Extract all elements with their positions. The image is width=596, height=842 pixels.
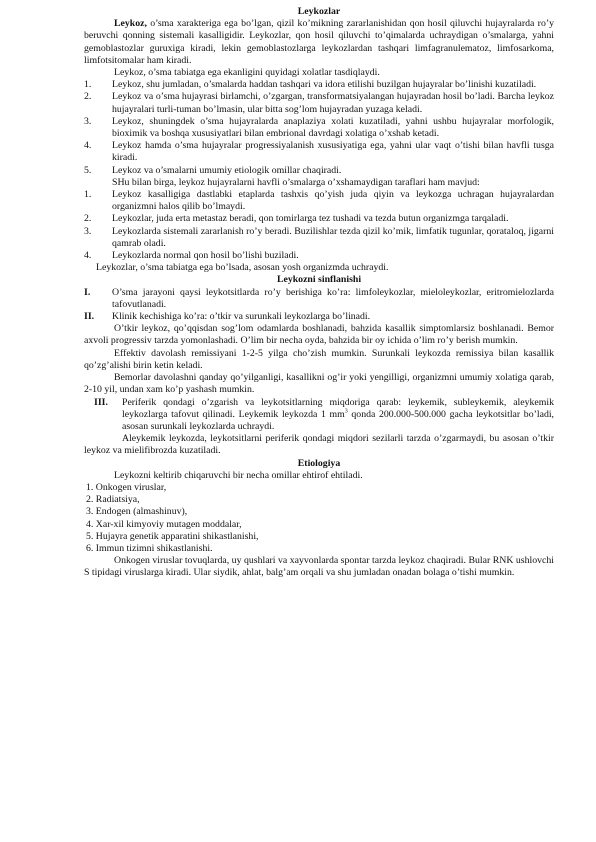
intro-term: Leykoz,: [114, 18, 147, 30]
list-item: 3. Endogen (almashinuv),: [86, 506, 188, 518]
list-item: [84, 287, 554, 311]
survival-paragraph: Bemorlar davolashni qanday qo’yilganligi, kasallikni og’ir yoki yengilligi, organizmni umumiy xolatiga qarab, 2-10 yil, undan xam ko’p yashash mumkin.: [84, 372, 554, 396]
item-text: Leykoz hamda o’sma hujayralar progressiyalanish xususiyatiga ega, yahni ular vaqt o’tishi bilan havfli tusga kiradi.: [112, 140, 554, 164]
list-item: [84, 311, 554, 323]
document-page: [84, 6, 554, 580]
item-text: Leykozlar, juda erta metastaz beradi, qon tomirlarga tez tushadi va tezda butun organizmga tarqaladi.: [112, 213, 509, 225]
differences-intro: SHu bilan birga, leykoz hujayralarni havfli o’smalarga o’xshamaydigan taraflari ham mavjud:: [112, 176, 480, 188]
etiology-intro: Leykozni keltirib chiqaruvchi bir necha omillar ehtirof ehtiladi.: [114, 469, 363, 481]
item-text: O’sma jarayoni qaysi leykotsitlarda ro’y berishiga ko’ra: limfoleykozlar, mieloleykozlar, eritromielozlarda tafovutlanadi.: [112, 286, 554, 310]
item-text: Leykozlarda normal qon hosil bo’lishi buziladi.: [112, 250, 299, 262]
list-item: [84, 91, 554, 115]
list-item: [84, 165, 554, 177]
item-number: 2.: [84, 213, 92, 225]
item-text: qonda 200.000-500.000 gacha leykotsitlar bo’ladi, asosan surunkali leykozlarda uchraydi.: [122, 408, 555, 432]
list-item: 6. Immun tizimni shikastlanishi.: [86, 542, 213, 554]
item-text: Leykoz, shuningdek o’sma hujayralarda anaplaziya xolati kuzatiladi, yahni ushbu hujayralar morfologik, bioximik va boshqa xususiyatlari bilan embrional davrdagi xolatiga o’xshab ketadi.: [112, 115, 554, 140]
list-item: [84, 213, 554, 225]
list-item: [84, 250, 554, 262]
item-number: I.: [84, 286, 91, 298]
item-number: III.: [94, 396, 108, 408]
classification-item-three: [84, 397, 554, 434]
item-text: Leykoz kasalligiga dastlabki etaplarda tashxis qo’yish juda qiyin va leykozga uchragan hujayralardan organizmni halos qilib bo’lmaydi.: [112, 189, 554, 213]
item-text: Klinik kechishiga ko’ra: o’tkir va surunkali leykozlarga bo’linadi.: [112, 311, 371, 323]
item-text: Periferik qondagi o’zgarish va leykotsitlarning miqdoriga qarab: leykemik, subleykemik, aleykemik leykozlarga tafovut qilinadi. Leykemik leykozda 1 mm: [122, 396, 554, 420]
tumor-nature-list: [84, 79, 554, 177]
item-number: 2.: [84, 91, 92, 103]
item-number: 1.: [84, 79, 92, 91]
remission-paragraph: Effektiv davolash remissiyani 1-2-5 yilga cho’zish mumkin. Surunkali leykozda remissiya bilan kasallik qo’zg’alishi birin ketin keladi.: [84, 347, 554, 371]
item-number: 5.: [84, 164, 92, 176]
list-item: 5. Hujayra genetik apparatini shikastlanishi,: [86, 530, 259, 542]
item-number: 4.: [84, 250, 92, 262]
superscript: 3: [344, 408, 348, 415]
list-item: [84, 226, 554, 250]
list-item: [84, 140, 554, 164]
item-number: 3.: [84, 115, 92, 127]
list-item: [84, 189, 554, 213]
tumor-nature-intro: Leykoz, o’sma tabiatga ega ekanligini quyidagi xolatlar tasdiqlaydi.: [114, 67, 380, 79]
acute-leukemia-paragraph: O’tkir leykoz, qo’qqisdan sog’lom odamlarda boshlanadi, bahzida kasallik simptomlarsiz boshlanadi. Bemor axvoli progressiv tarzda yomonlashadi. O’lim bir necha oyda, bahzida bir oy ichida o’lim ro’y berish mumkin.: [84, 323, 554, 347]
oncogenic-viruses-paragraph: Onkogen viruslar tovuqlarda, uy qushlari va xayvonlarda spontar tarzda leykoz chaqiradi. Bular RNK ushlovchi S tipidagi viruslarga kiradi. Ular siydik, ahlat, balg’am orqali va shu jumladan onadan bolaga o’tishi mumkin.: [84, 555, 554, 579]
list-item: 1. Onkogen viruslar,: [86, 481, 167, 493]
etiology-heading: Etiologiya: [297, 457, 341, 469]
list-item: 4. Xar-xil kimyoviy mutagen moddalar,: [86, 518, 242, 530]
item-text: Leykoz va o’sma hujayrasi birlamchi, o’zgargan, transformatsiyalangan hujayradan hosil bo’ladi. Barcha leykoz hujayralari turli-tuman bo’lmasin, ular bitta sog’lom hujayradan yuzaga keladi.: [112, 91, 554, 115]
classification-list: [84, 287, 554, 324]
item-number: 1.: [84, 189, 92, 201]
aleukemic-paragraph: Aleykemik leykozda, leykotsitlarni periferik qondagi miqdori sezilarli tarzda o’zgarmaydi, bu asosan o’tkir leykoz va mielifibrozda kuzatiladi.: [84, 433, 554, 457]
age-note: Leykozlar, o’sma tabiatga ega bo’lsada, asosan yosh organizmda uchraydi.: [96, 262, 389, 274]
list-item: 2. Radiatsiya,: [86, 494, 140, 506]
item-number: 3.: [84, 225, 92, 237]
differences-list: [84, 189, 554, 262]
item-number: 4.: [84, 140, 92, 152]
item-text: Leykoz, shu jumladan, o’smalarda haddan tashqari va idora etilishi buzilgan hujayralar bo’linishi kuzatiladi.: [112, 79, 537, 91]
intro-paragraph: [84, 18, 554, 67]
item-number: II.: [84, 311, 95, 323]
list-item: [84, 79, 554, 91]
classification-heading: Leykozni sinflanishi: [276, 274, 362, 286]
intro-text: o’sma xarakteriga ega bo’lgan, qizil ko’mikning zararlanishidan qon hosil qiluvchi hujayralarda ro’y beruvchi qonning sistemali kasalligidir. Leykozlar, qon hosil qiluvchi to’qimalarda uchraydigan o’smalarga, yahni gemoblastozlar guruxiga kiradi, lekin gemoblastozlarga leykozlardan tashqari limfagranulematoz, limfosarkoma, limfotsitomalar ham kiradi.: [84, 18, 554, 66]
list-item: [84, 116, 554, 140]
etiology-list: [84, 482, 554, 555]
item-text: Leykozlarda sistemali zararlanish ro’y beradi. Buzilishlar tezda qizil ko’mik, limfatik tugunlar, qorataloq, jigarni qamrab oladi.: [112, 225, 554, 249]
document-title: Leykozlar: [297, 6, 341, 17]
item-text: Leykoz va o’smalarni umumiy etiologik omillar chaqiradi.: [112, 164, 342, 176]
